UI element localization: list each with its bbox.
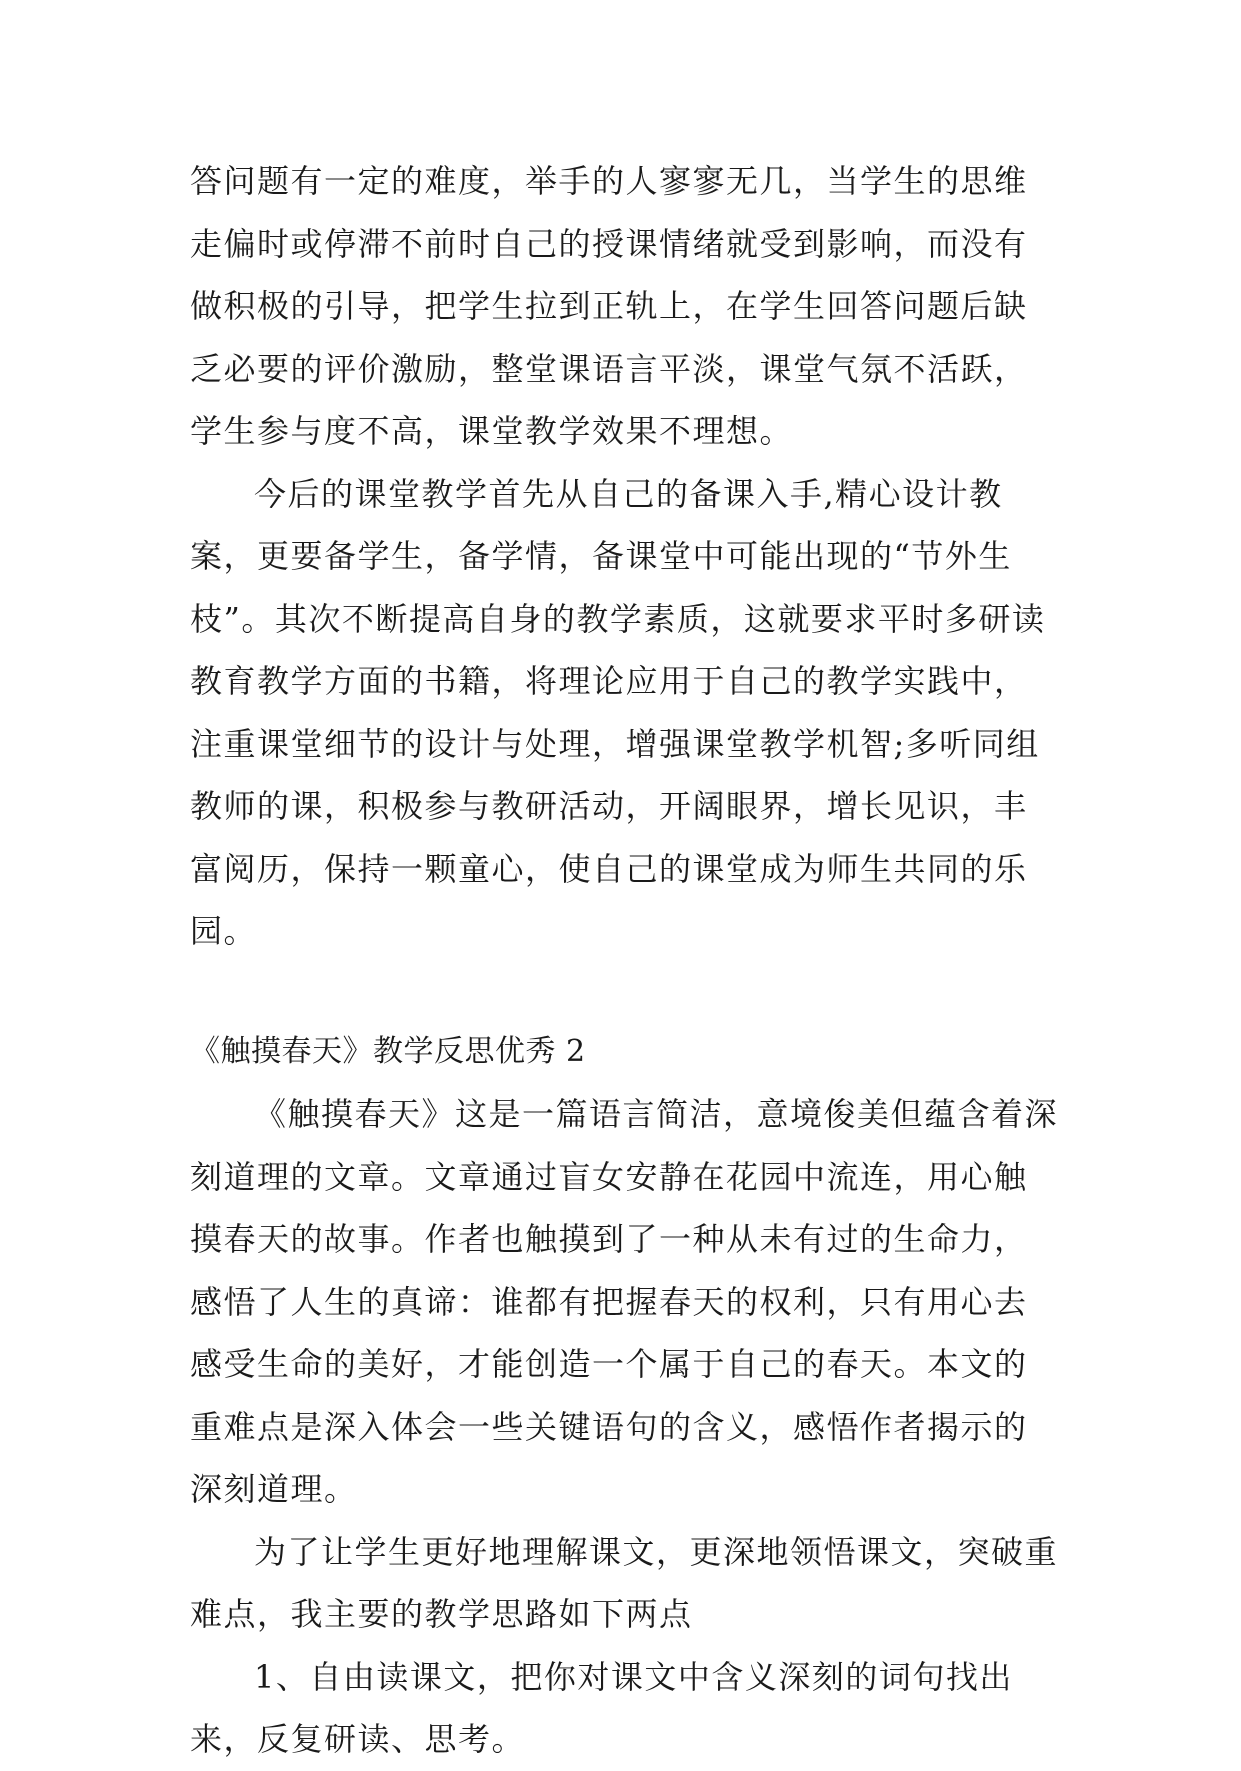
document-body	[190, 150, 1060, 1771]
paragraph-point-1: 1、自由读课文，把你对课文中含义深刻的词句找出来，反复研读、思考。	[190, 1657, 1013, 1758]
paragraph-teaching-approach: 为了让学生更好地理解课文，更深地领悟课文，突破重难点，我主要的教学思路如下两点	[190, 1532, 1059, 1633]
paragraph-continuation: 答问题有一定的难度，举手的人寥寥无几，当学生的思维走偏时或停滞不前时自己的授课情绪就受到影响，而没有做积极的引导，把学生拉到正轨上，在学生回答问题后缺乏必要的评价激励，整堂课语言平淡，课堂气氛不活跃，学生参与度不高，课堂教学效果不理想。	[190, 162, 1028, 450]
paragraph-intro: 《触摸春天》这是一篇语言简洁，意境俊美但蕴含着深刻道理的文章。文章通过盲女安静在花园中流连，用心触摸春天的故事。作者也触摸到了一种从未有过的生命力，感悟了人生的真谛：谁都有把握春天的权利，只有用心去感受生命的美好，才能创造一个属于自己的春天。本文的重难点是深入体会一些关键语句的含义，感悟作者揭示的深刻道理。	[190, 1095, 1059, 1508]
section-title: 《触摸春天》教学反思优秀 2	[190, 1033, 586, 1069]
paragraph-future-teaching: 今后的课堂教学首先从自己的备课入手,精心设计教案，更要备学生，备学情，备课堂中可能出现的“节外生枝”。其次不断提高自身的教学素质，这就要求平时多研读教育教学方面的书籍，将理论应用于自己的教学实践中，注重课堂细节的设计与处理，增强课堂教学机智;多听同组教师的课，积极参与教研活动，开阔眼界，增长见识，丰富阅历，保持一颗童心，使自己的课堂成为师生共同的乐园。	[190, 474, 1046, 950]
section-spacer	[190, 963, 1060, 1021]
